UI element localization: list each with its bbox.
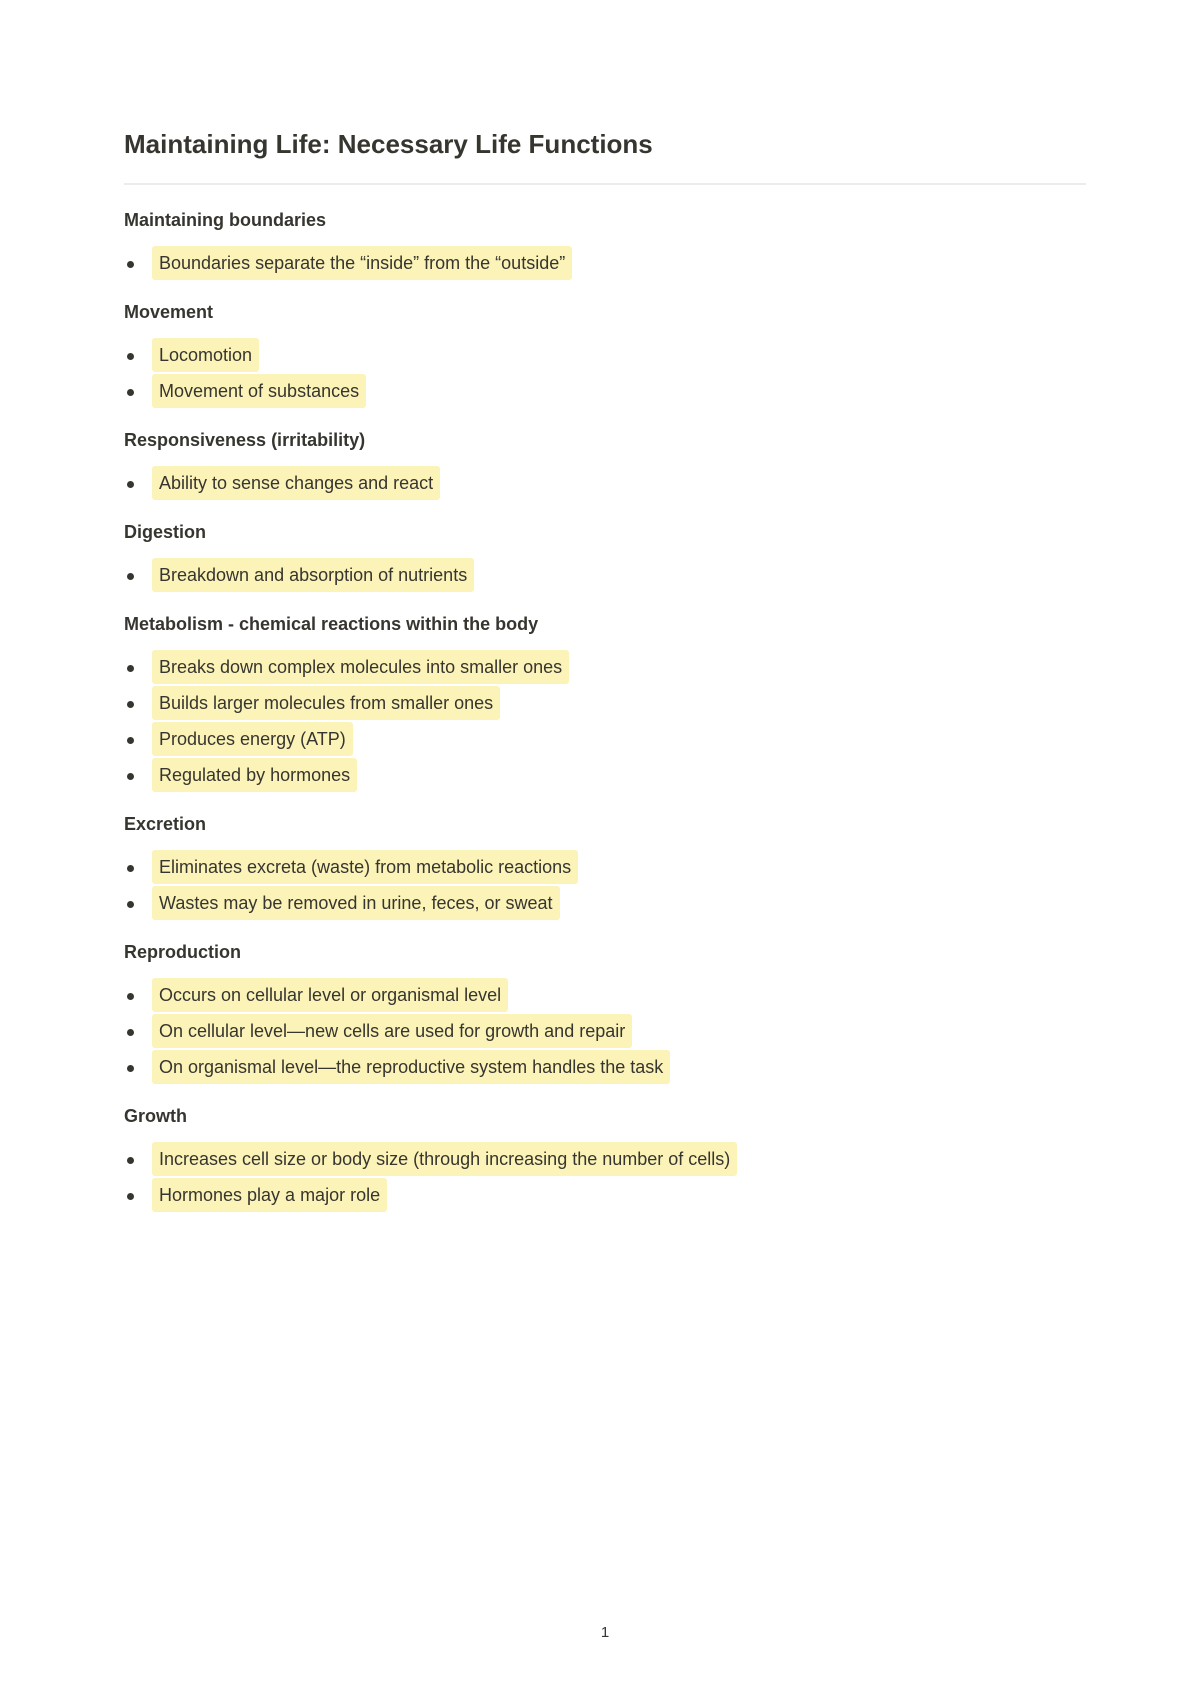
highlighted-text: Locomotion — [152, 338, 259, 372]
highlighted-text: Ability to sense changes and react — [152, 466, 440, 500]
section-heading: Movement — [124, 302, 214, 322]
list-item — [124, 338, 1086, 374]
bullet-list — [124, 850, 1086, 922]
highlighted-text: Occurs on cellular level or organismal level — [152, 978, 508, 1012]
list-item — [124, 1178, 1086, 1214]
highlighted-text: Wastes may be removed in urine, feces, or sweat — [152, 886, 560, 920]
list-item — [124, 758, 1086, 794]
list-item — [124, 722, 1086, 758]
section-heading: Excretion — [124, 814, 207, 834]
bullet-icon — [127, 773, 134, 780]
list-item — [124, 686, 1086, 722]
list-item — [124, 850, 1086, 886]
section-movement — [124, 299, 1086, 410]
list-item — [124, 1142, 1086, 1178]
bullet-list — [124, 1142, 1086, 1214]
section-heading: Growth — [124, 1106, 187, 1126]
section-metabolism — [124, 611, 1086, 794]
section-heading: Responsiveness (irritability) — [124, 430, 366, 450]
section-responsiveness — [124, 427, 1086, 502]
bullet-icon — [127, 1157, 134, 1164]
list-item — [124, 466, 1086, 502]
bullet-icon — [127, 993, 134, 1000]
title-divider — [124, 183, 1086, 185]
section-heading: Digestion — [124, 522, 207, 542]
bullet-icon — [127, 1193, 134, 1200]
highlighted-text: Increases cell size or body size (through increasing the number of cells) — [152, 1142, 737, 1176]
section-growth — [124, 1103, 1086, 1214]
section-digestion — [124, 519, 1086, 594]
highlighted-text: Regulated by hormones — [152, 758, 357, 792]
bullet-list — [124, 466, 1086, 502]
list-item — [124, 650, 1086, 686]
list-item — [124, 1050, 1086, 1086]
section-heading: Reproduction — [124, 942, 241, 962]
highlighted-text: Movement of substances — [152, 374, 366, 408]
bullet-list — [124, 338, 1086, 410]
highlighted-text: Breakdown and absorption of nutrients — [152, 558, 474, 592]
highlighted-text: Boundaries separate the “inside” from the “outside” — [152, 246, 572, 280]
highlighted-text: On cellular level—new cells are used for growth and repair — [152, 1014, 632, 1048]
section-heading: Metabolism - chemical reactions within the body — [124, 614, 539, 634]
list-item — [124, 886, 1086, 922]
bullet-icon — [127, 1029, 134, 1036]
bullet-icon — [127, 737, 134, 744]
list-item — [124, 1014, 1086, 1050]
list-item — [124, 558, 1086, 594]
bullet-icon — [127, 1065, 134, 1072]
section-maintaining-boundaries — [124, 207, 1086, 282]
bullet-list — [124, 650, 1086, 794]
bullet-icon — [127, 701, 134, 708]
page-number: 1 — [600, 1624, 610, 1641]
highlighted-text: Produces energy (ATP) — [152, 722, 353, 756]
bullet-icon — [127, 389, 134, 396]
list-item — [124, 246, 1086, 282]
section-excretion — [124, 811, 1086, 922]
section-heading: Maintaining boundaries — [124, 210, 327, 230]
bullet-icon — [127, 261, 134, 268]
highlighted-text: Eliminates excreta (waste) from metabolic reactions — [152, 850, 578, 884]
bullet-list — [124, 246, 1086, 282]
list-item — [124, 978, 1086, 1014]
document-page — [124, 0, 1086, 1698]
list-item — [124, 374, 1086, 410]
bullet-icon — [127, 865, 134, 872]
bullet-icon — [127, 901, 134, 908]
bullet-icon — [127, 573, 134, 580]
bullet-icon — [127, 353, 134, 360]
bullet-list — [124, 978, 1086, 1086]
bullet-icon — [127, 665, 134, 672]
bullet-list — [124, 558, 1086, 594]
highlighted-text: Builds larger molecules from smaller ones — [152, 686, 500, 720]
bullet-icon — [127, 481, 134, 488]
document-content — [124, 207, 1086, 1231]
highlighted-text: Breaks down complex molecules into smaller ones — [152, 650, 569, 684]
section-reproduction — [124, 939, 1086, 1086]
highlighted-text: On organismal level—the reproductive system handles the task — [152, 1050, 670, 1084]
highlighted-text: Hormones play a major role — [152, 1178, 387, 1212]
page-title: Maintaining Life: Necessary Life Functions — [124, 129, 653, 159]
